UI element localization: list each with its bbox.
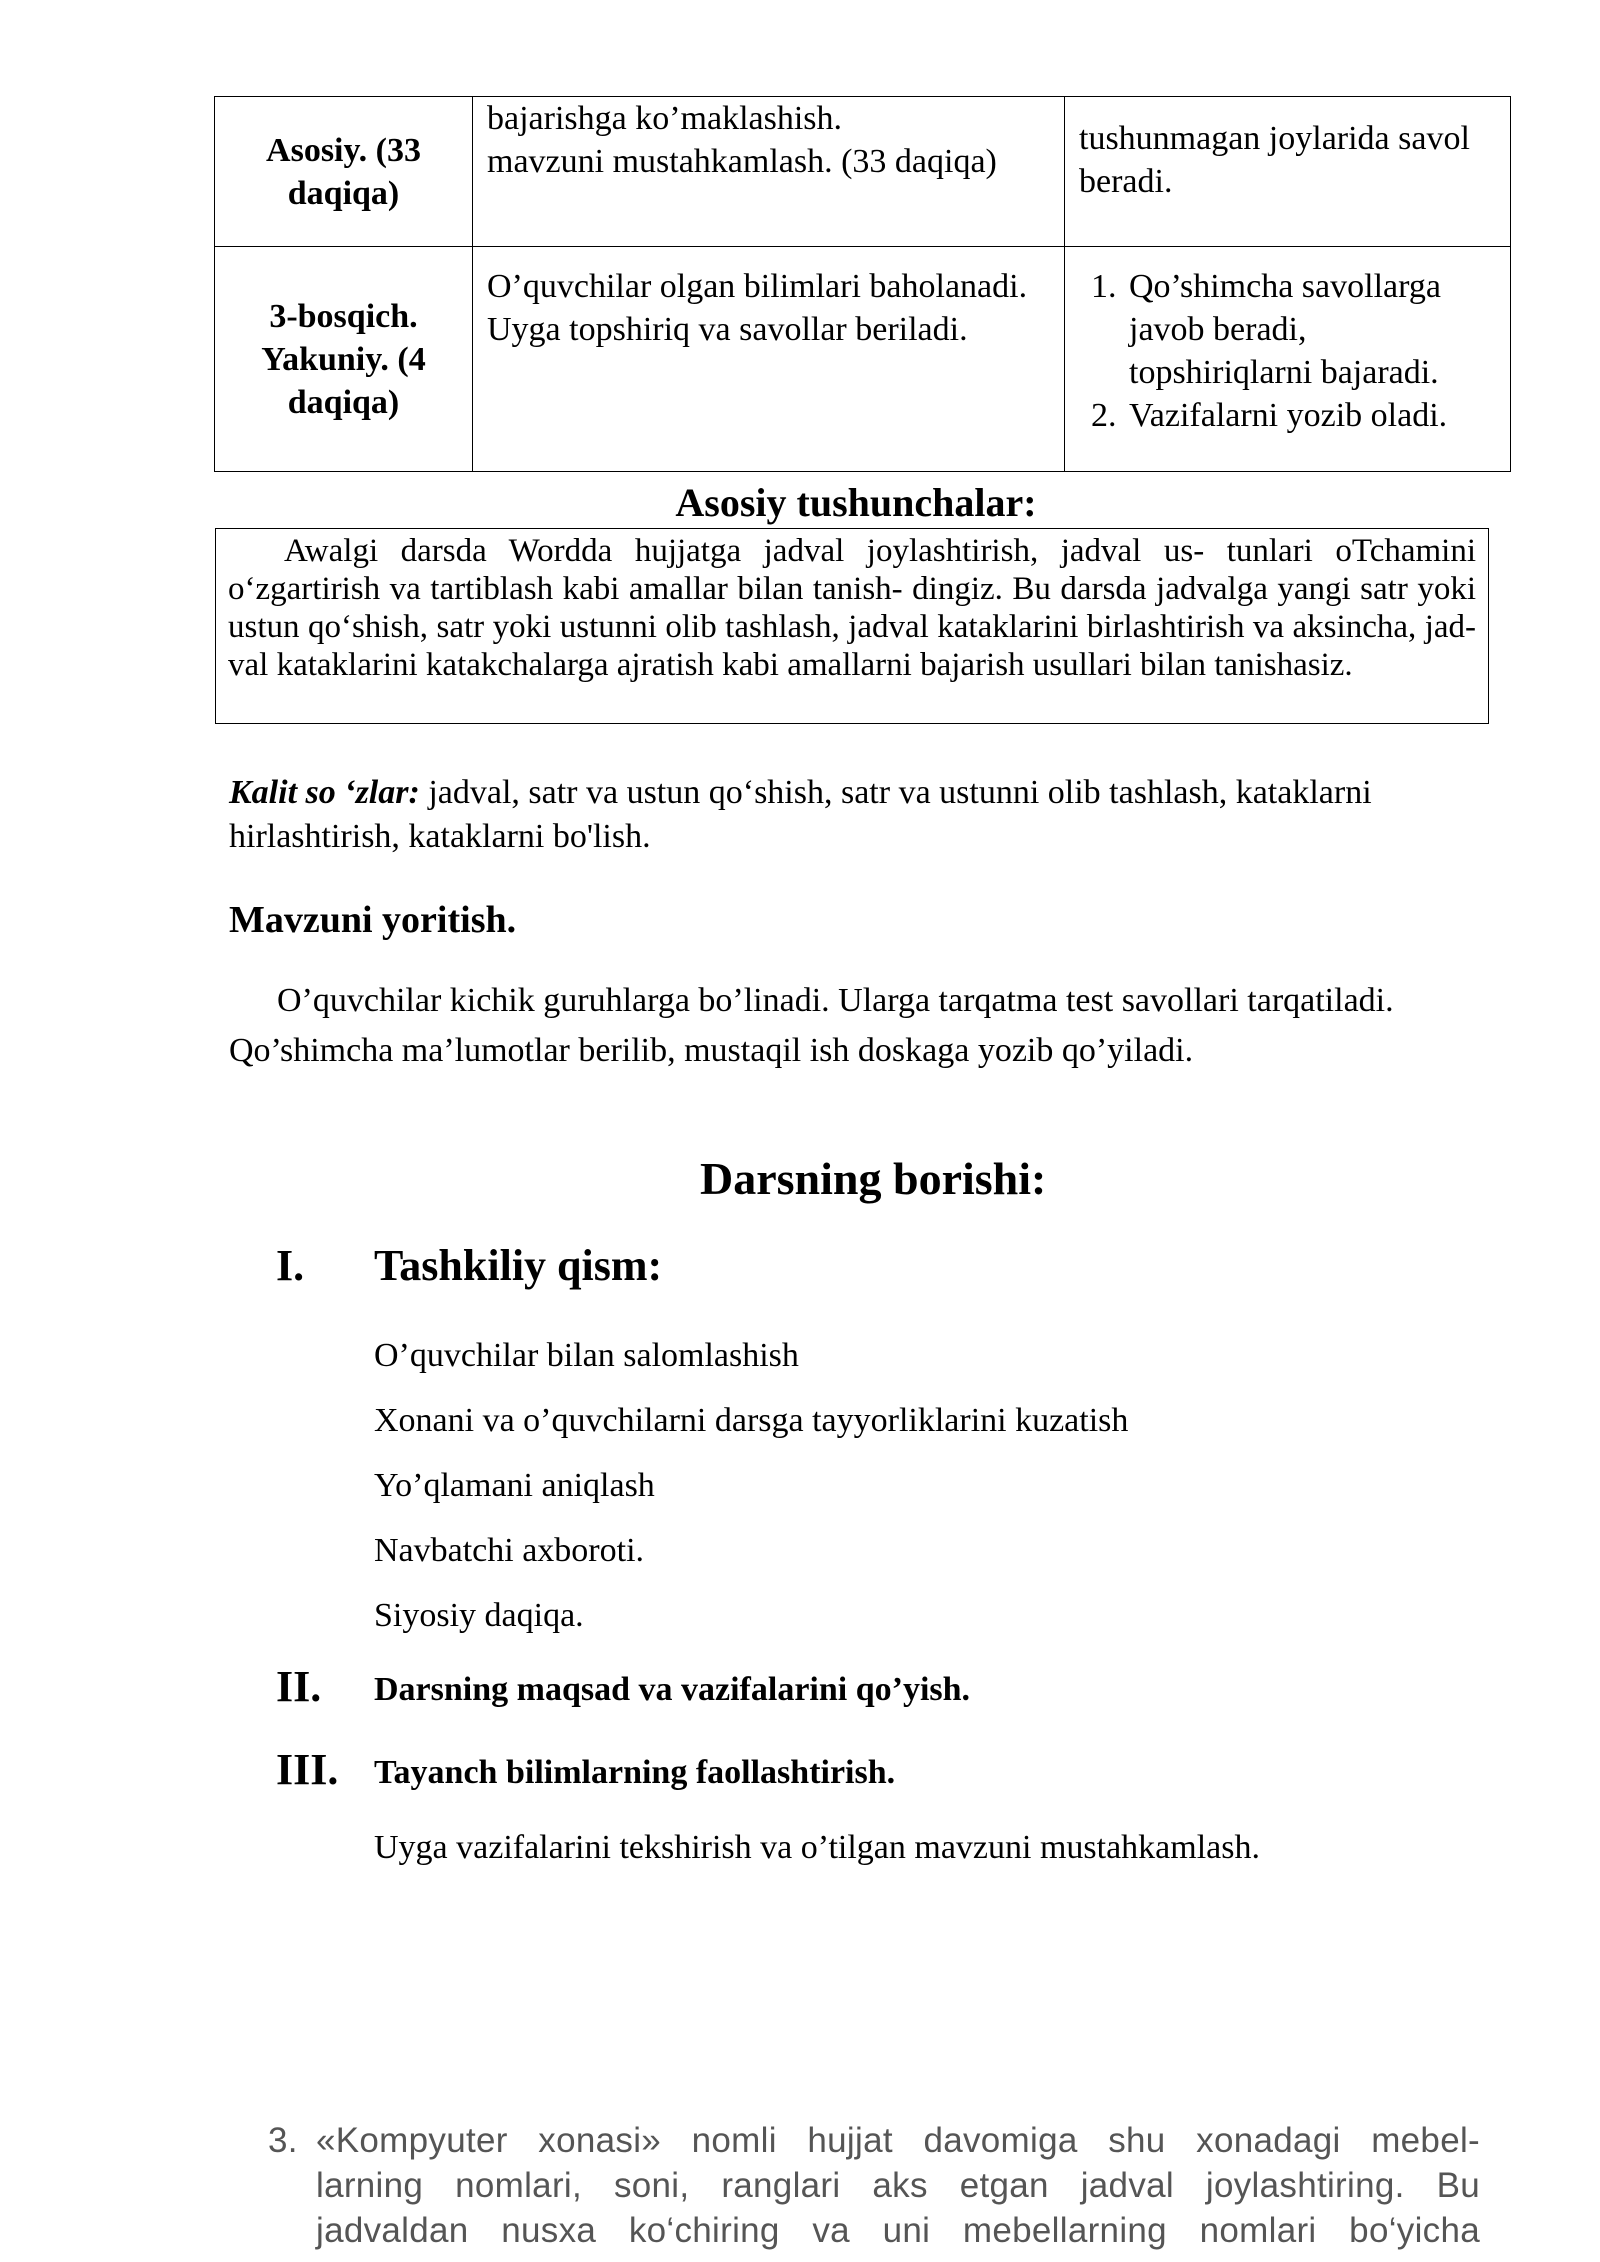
exercise-text — [316, 2118, 1480, 2253]
exercise-line: larning nomlari, soni, ranglari aks etgan jadval joylashtiring. Bu — [316, 2166, 1480, 2205]
list-item: Uyga vazifalarini tekshirish va o’tilgan mavzuni mustahkamlash. — [374, 1829, 1260, 1866]
student-task-list — [1079, 265, 1496, 437]
section-number: I. — [276, 1241, 305, 1290]
concepts-text: Awalgi darsda Wordda hujjatga jadval joylashtirish, jadval us- tunlari oTchamini o‘zgartirish va tartiblash kabi amallar bilan tanish- dingiz. Bu darsda jadvalga yangi satr yoki ustun qo‘shish, satr yoki ustunni olib tashlash, jadval kataklarini birlashtirish va aksincha, jad- val kataklarini katakchalarga ajratish kabi amallarni bajarish usullari bilan tanishasiz. — [228, 533, 1476, 683]
stage-cell: Asosiy. (33 daqiqa) — [215, 97, 473, 247]
list-item: 2. Vazifalarni yozib oladi. — [1125, 394, 1496, 437]
concepts-box — [215, 528, 1489, 724]
teacher-cell — [473, 97, 1065, 247]
teacher-line: mavzuni mustahkamlash. (33 daqiqa) — [487, 143, 997, 180]
teacher-line: bajarishga ko’maklashish. — [487, 100, 843, 137]
exercise-number: 3. — [268, 2121, 298, 2160]
section-title: Darsning maqsad va vazifalarini qo’yish. — [374, 1671, 971, 1708]
section-title: Tayanch bilimlarning faollashtirish. — [374, 1754, 896, 1791]
list-item: Xonani va o’quvchilarni darsga tayyorliklarini kuzatish — [374, 1402, 1129, 1439]
list-item: Navbatchi axboroti. — [374, 1532, 645, 1569]
stage-cell: 3-bosqich. Yakuniy. (4 daqiqa) — [215, 247, 473, 472]
topic-heading: Mavzuni yoritish. — [229, 899, 517, 941]
teacher-cell — [473, 247, 1065, 472]
teacher-line: O’quvchilar olgan bilimlari baholanadi. — [487, 268, 1028, 305]
concepts-title: Asosiy tushunchalar: — [675, 480, 1037, 525]
section-number: III. — [276, 1745, 339, 1794]
exercise-line: «Kompyuter xonasi» nomli hujjat davomiga shu xonadagi mebel- — [316, 2121, 1480, 2160]
keywords-text: jadval, satr va ustun qo‘shish, satr va ustunni olib tashlash, kataklarni hirlashtirish, kataklarni bo'lish. — [229, 774, 1372, 855]
list-item: 1. Qo’shimcha savollarga javob beradi, topshiriqlarni bajaradi. — [1125, 265, 1496, 394]
table-row — [215, 97, 1511, 247]
teacher-line: Uyga topshiriq va savollar beriladi. — [487, 311, 968, 348]
section-number: II. — [276, 1662, 322, 1711]
keywords-paragraph — [229, 771, 1519, 859]
student-cell — [1065, 247, 1511, 472]
topic-text: O’quvchilar kichik guruhlarga bo’linadi. Ularga tarqatma test savollari tarqatiladi. Qo’shimcha ma’lumotlar berilib, mustaqil ish doskaga yozib qo’yiladi. — [229, 982, 1394, 1069]
scanned-exercise — [268, 2118, 1480, 2253]
progress-heading: Darsning borishi: — [700, 1153, 1047, 1204]
list-item: Yo’qlamani aniqlash — [374, 1467, 655, 1504]
lesson-plan-table — [214, 96, 1511, 472]
section-title: Tashkiliy qism: — [374, 1241, 663, 1290]
table-row — [215, 247, 1511, 472]
exercise-line: jadvaldan nusxa ko‘chiring va uni mebellarning nomlari bo‘yicha — [316, 2211, 1480, 2250]
student-cell: tushunmagan joylarida savol beradi. — [1065, 97, 1511, 247]
list-item: O’quvchilar bilan salomlashish — [374, 1337, 799, 1374]
keywords-label: Kalit so ‘zlar: — [229, 774, 420, 811]
topic-paragraph — [229, 976, 1529, 1076]
list-item: Siyosiy daqiqa. — [374, 1597, 584, 1634]
